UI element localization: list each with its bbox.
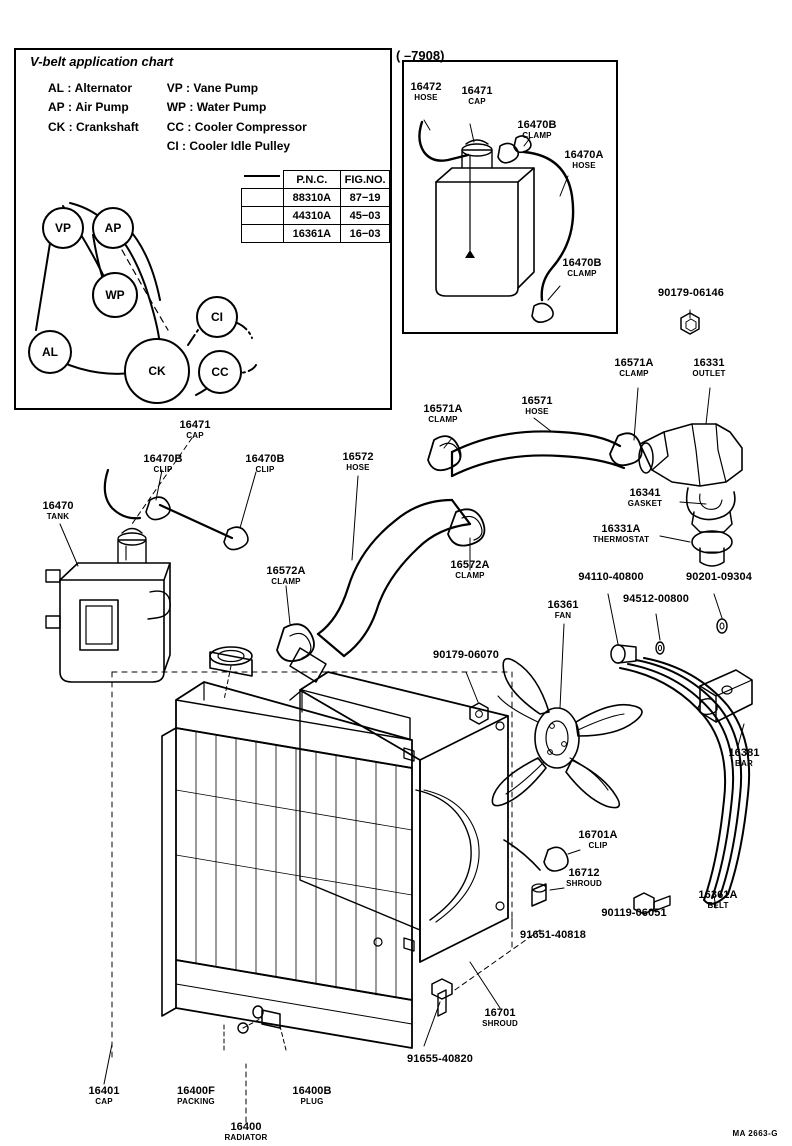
- callout-16470B-clip-left: [143, 454, 182, 474]
- callout-16341-gasket: [628, 488, 663, 508]
- legend-name-al: Alternator: [74, 81, 133, 95]
- part-name: HOSE: [525, 406, 549, 416]
- part-number: 94512-00800: [623, 593, 689, 605]
- callout-16470B-clip-right: [245, 454, 284, 474]
- part-number: 16572A: [450, 559, 490, 571]
- part-number: 16470B: [143, 453, 183, 465]
- callout-16572A-clamp-left: [266, 566, 305, 586]
- part-name: CAP: [468, 96, 486, 106]
- part-number: 16401: [88, 1085, 120, 1097]
- sheet-code: MA 2663-G: [732, 1129, 778, 1138]
- part-name: CLAMP: [567, 268, 597, 278]
- callout-16470-tank: [42, 501, 73, 521]
- callout-90179-06070: [433, 650, 499, 662]
- pulley-ap: [92, 207, 134, 249]
- part-number: 16471: [461, 85, 493, 97]
- legend-name-cc: Cooler Compressor: [194, 119, 307, 134]
- pnc-value: 44310A: [283, 207, 341, 225]
- callout-90201-09304: [686, 572, 752, 584]
- pnc-value: 88310A: [283, 189, 341, 207]
- part-name: HOSE: [346, 462, 370, 472]
- pnc-table: [241, 170, 390, 243]
- part-number: 91655-40820: [407, 1053, 473, 1065]
- inset-title: ( –7908): [396, 48, 445, 63]
- part-name: HOSE: [572, 160, 596, 170]
- callout-16712-shroud: [566, 868, 602, 888]
- part-name: CLAMP: [271, 576, 301, 586]
- callout-16572A-clamp-right: [450, 560, 489, 580]
- callout-16571A-clamp-left: [423, 404, 462, 424]
- callout-90119-06051: [601, 908, 666, 920]
- pulley-cc: [198, 350, 242, 394]
- callout-94512-00800: [623, 594, 689, 606]
- callout-16470B-inset-bottom: [562, 258, 601, 278]
- part-number: 16470B: [562, 257, 602, 269]
- part-number: 16701: [484, 1007, 516, 1019]
- part-number: 16472: [410, 81, 442, 93]
- part-name: SHROUD: [566, 878, 602, 888]
- pulley-vp: [42, 207, 84, 249]
- part-name: BAR: [735, 758, 753, 768]
- part-name: CLAMP: [619, 368, 649, 378]
- pnc-row: [242, 207, 390, 225]
- part-number: 16571: [521, 395, 553, 407]
- part-number: 16331: [693, 357, 725, 369]
- pulley-al: [28, 330, 72, 374]
- part-number: 16361A: [698, 889, 738, 901]
- legend-abbr-ci: CI: [166, 139, 179, 154]
- legend-name-ci: Cooler Idle Pulley: [189, 139, 291, 154]
- part-name: PLUG: [300, 1096, 324, 1106]
- callout-16572-hose: [342, 452, 373, 472]
- pulley-label: CI: [211, 310, 223, 324]
- part-number: 16400B: [292, 1085, 332, 1097]
- part-name: SHROUD: [482, 1018, 518, 1028]
- pulley-label: AP: [104, 221, 122, 235]
- part-name: CLAMP: [522, 130, 552, 140]
- part-name: FAN: [554, 610, 572, 620]
- part-name: CAP: [186, 430, 204, 440]
- callout-16472: [410, 82, 441, 102]
- pnc-style-solid: [242, 207, 284, 225]
- pulley-ci: [196, 296, 238, 338]
- part-name: CLAMP: [455, 570, 485, 580]
- legend-abbr-cc: CC: [166, 119, 185, 134]
- callout-16571-hose: [521, 396, 552, 416]
- pnc-fig: 16−03: [341, 225, 390, 243]
- callout-16331A-thermostat: [593, 524, 649, 544]
- part-number: 16400F: [177, 1085, 215, 1097]
- part-number: 16712: [568, 867, 600, 879]
- vbelt-chart-title: V-belt application chart: [30, 54, 174, 69]
- part-number: 16361: [547, 599, 579, 611]
- part-number: 16470B: [245, 453, 285, 465]
- part-name: CLIP: [255, 464, 275, 474]
- callout-16701-shroud: [482, 1008, 518, 1028]
- part-number: 90119-06051: [601, 907, 667, 919]
- part-number: 16400: [230, 1121, 262, 1133]
- part-number: 16571A: [614, 357, 654, 369]
- part-name: TANK: [46, 511, 70, 521]
- callout-94110-40800: [578, 572, 643, 584]
- callout-91655-40820: [407, 1054, 473, 1066]
- part-number: 16331A: [601, 523, 641, 535]
- callout-16701A-clip: [578, 830, 617, 850]
- legend-abbr-wp: WP: [166, 100, 187, 115]
- part-number: 16572A: [266, 565, 306, 577]
- part-name: PACKING: [177, 1096, 215, 1106]
- pnc-value: 16361A: [283, 225, 341, 243]
- callout-16401-cap: [88, 1086, 119, 1106]
- part-number: 90179-06146: [658, 287, 724, 299]
- part-number: 90179-06070: [433, 649, 499, 661]
- part-name: GASKET: [627, 498, 663, 508]
- part-name: CLAMP: [428, 414, 458, 424]
- part-number: 91651-40818: [520, 929, 586, 941]
- part-name: BELT: [707, 900, 729, 910]
- pulley-label: VP: [54, 221, 71, 235]
- pulley-label: CK: [148, 364, 166, 378]
- callout-16400B-plug: [292, 1086, 331, 1106]
- callout-90179-06146: [658, 288, 724, 300]
- callout-16471-inset: [461, 86, 492, 106]
- pulley-ck: [124, 338, 190, 404]
- pnc-header-fig: FIG.NO.: [341, 171, 390, 189]
- callout-91651-40818: [520, 930, 586, 942]
- callout-16571A-clamp-right: [614, 358, 653, 378]
- part-name: CLIP: [588, 840, 608, 850]
- pulley-label: WP: [105, 288, 125, 302]
- pulley-label: AL: [42, 345, 58, 359]
- pulley-wp: [92, 272, 138, 318]
- legend-abbr-al: AL: [48, 81, 64, 95]
- legend-name-ap: Air Pump: [75, 100, 129, 115]
- callout-16361-fan: [547, 600, 578, 620]
- part-number: 16381: [728, 747, 760, 759]
- part-name: THERMOSTAT: [592, 534, 650, 544]
- pnc-fig: 45−03: [341, 207, 390, 225]
- callout-16361A-belt: [698, 890, 737, 910]
- part-number: 16470A: [564, 149, 604, 161]
- callout-16400F-packing: [177, 1086, 215, 1106]
- part-number: 16471: [179, 419, 211, 431]
- callout-16381-bar: [728, 748, 759, 768]
- part-name: CAP: [95, 1096, 113, 1106]
- vbelt-legend: AL : Alternator VP : Vane Pump AP : Air Pump WP : Water Pump CK : Crankshaft CC : Cooler Compressor CI : Cooler Idle Pulley: [48, 81, 307, 154]
- callout-16470A-inset: [564, 150, 603, 170]
- vbelt-application-chart: [14, 48, 392, 410]
- callout-16470B-inset-top: [517, 120, 556, 140]
- pnc-style-solid: [242, 189, 284, 207]
- legend-abbr-ck: CK: [48, 119, 66, 134]
- part-number: 16572: [342, 451, 374, 463]
- part-number: 16341: [629, 487, 661, 499]
- pnc-style-dashdot: [242, 225, 284, 243]
- pnc-row: [242, 189, 390, 207]
- legend-name-wp: Water Pump: [196, 100, 267, 115]
- callout-16331-outlet: [692, 358, 725, 378]
- legend-abbr-ap: AP: [48, 100, 65, 115]
- part-number: 16571A: [423, 403, 463, 415]
- pnc-header-pnc: P.N.C.: [283, 171, 341, 189]
- legend-abbr-vp: VP: [166, 81, 183, 95]
- part-number: 16701A: [578, 829, 618, 841]
- part-number: 16470B: [517, 119, 557, 131]
- pulley-label: CC: [211, 365, 229, 379]
- part-name: CLIP: [153, 464, 173, 474]
- part-name: RADIATOR: [224, 1132, 268, 1142]
- part-number: 16470: [42, 500, 74, 512]
- part-name: OUTLET: [692, 368, 726, 378]
- legend-name-vp: Vane Pump: [193, 81, 259, 95]
- callout-16471: [179, 420, 210, 440]
- legend-name-ck: Crankshaft: [76, 119, 139, 134]
- pnc-row: [242, 225, 390, 243]
- part-number: 94110-40800: [578, 571, 644, 583]
- callout-16400-radiator: [224, 1122, 267, 1142]
- part-name: HOSE: [414, 92, 438, 102]
- part-number: 90201-09304: [686, 571, 752, 583]
- pnc-fig: 87−19: [341, 189, 390, 207]
